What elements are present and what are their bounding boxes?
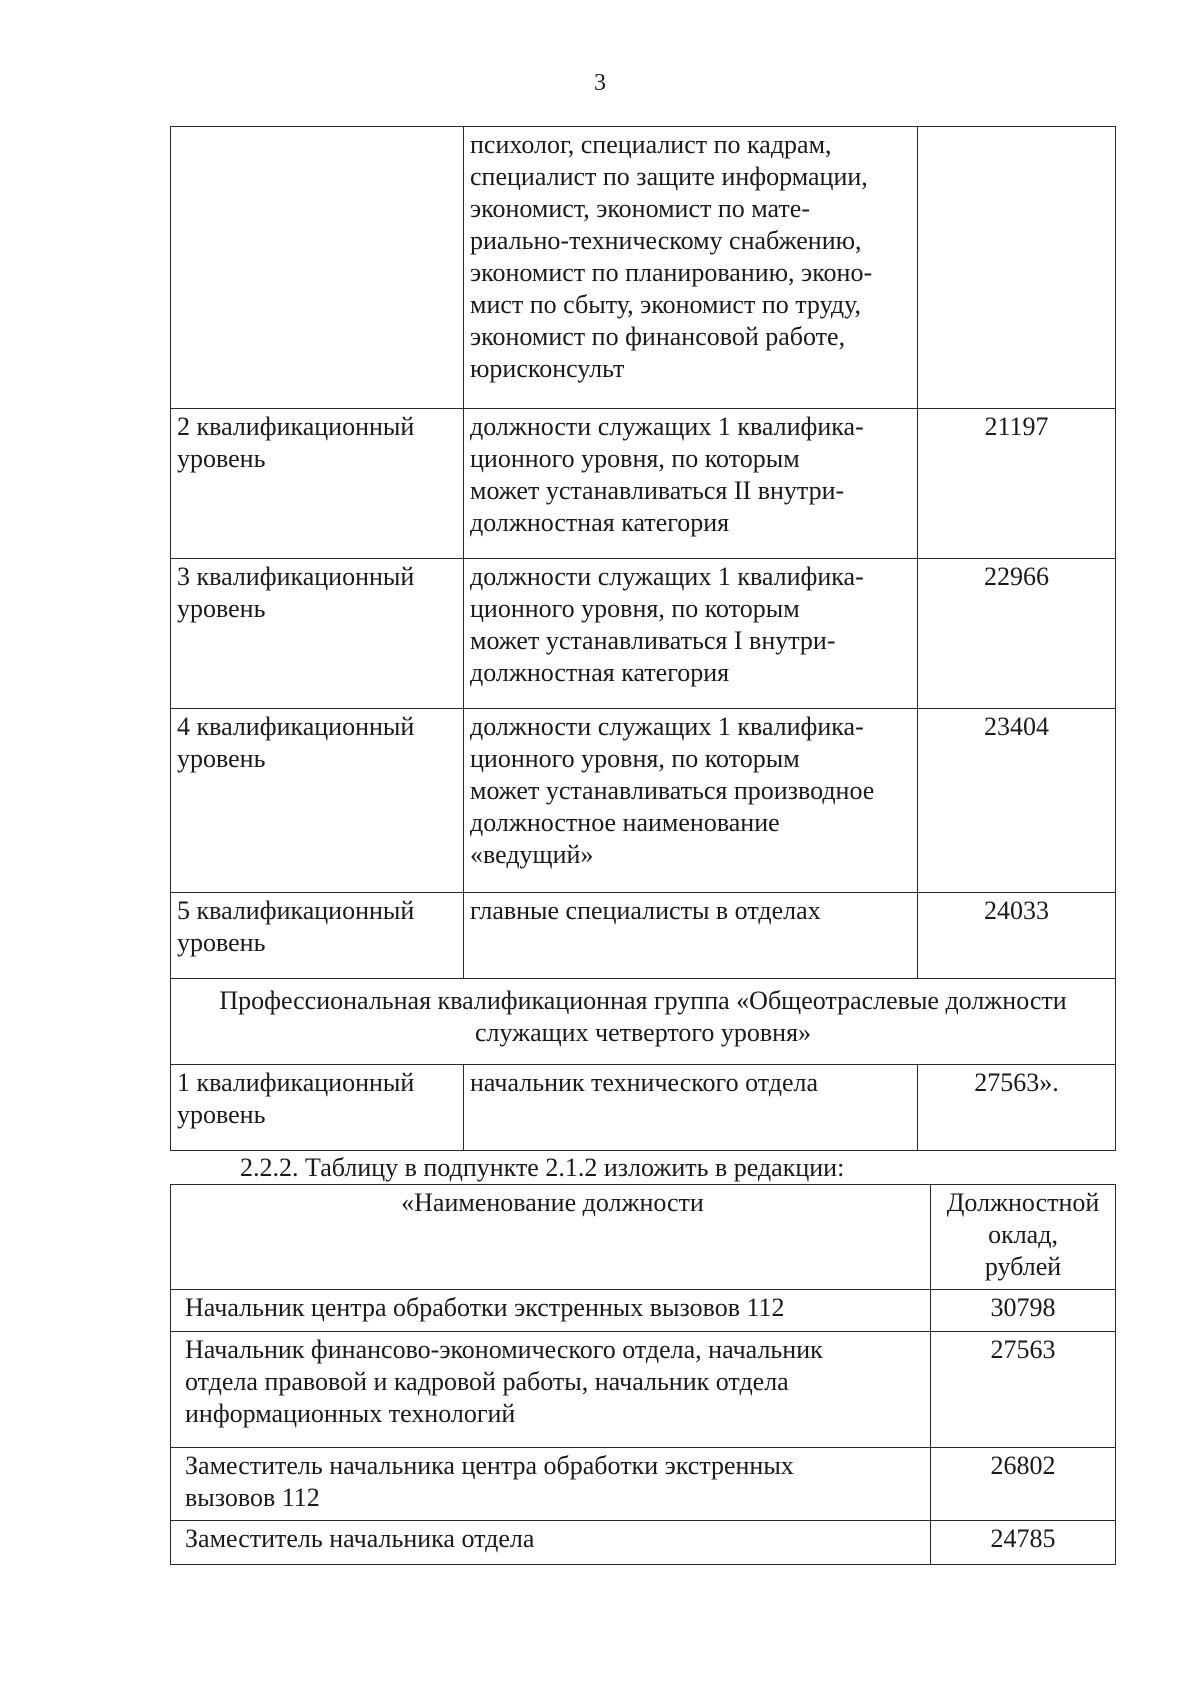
table-row	[171, 1521, 1116, 1565]
group-header-line: служащих четвертого уровня»	[474, 1018, 812, 1047]
positions-line: «ведущий»	[470, 840, 594, 869]
group-header-cell	[171, 979, 1116, 1065]
positions-line: начальник технического отдела	[470, 1068, 819, 1097]
table-row	[171, 893, 1116, 979]
table-row	[171, 127, 1116, 409]
positions-line: может устанавливаться I внутри-	[470, 626, 836, 655]
position-name-cell	[171, 1332, 931, 1448]
positions-line: ционного уровня, по которым	[470, 444, 800, 473]
position-name-line: Заместитель начальника центра обработки экстренных	[185, 1451, 794, 1480]
position-name-line: информационных технологий	[185, 1399, 516, 1428]
positions-cell	[464, 559, 918, 709]
position-name-line: Заместитель начальника отдела	[185, 1524, 535, 1553]
positions-line: главные специалисты в отделах	[470, 896, 821, 925]
position-name-line: Начальник центра обработки экстренных вызовов 112	[185, 1293, 785, 1322]
positions-line: ционного уровня, по которым	[470, 744, 800, 773]
level-cell: 1 квалификационный уровень	[171, 1065, 464, 1151]
table-row	[171, 1448, 1116, 1521]
salary-cell: 26802	[931, 1448, 1116, 1521]
positions-line: экономист, экономист по мате-	[470, 194, 810, 223]
level-cell: 3 квалификационный уровень	[171, 559, 464, 709]
position-name-line: Начальник финансово-экономического отдела, начальник	[185, 1335, 823, 1364]
positions-line: мист по сбыту, экономист по труду,	[470, 290, 862, 319]
level-cell: 4 квалификационный уровень	[171, 709, 464, 893]
positions-salary-table	[170, 1184, 1116, 1565]
table-header-row	[171, 1185, 1116, 1290]
salary-cell: 24033	[918, 893, 1116, 979]
salary-cell: 22966	[918, 559, 1116, 709]
positions-line: должностная категория	[470, 508, 730, 537]
positions-cell	[464, 893, 918, 979]
page-number: 3	[594, 70, 606, 96]
paragraph-text: 2.2.2. Таблицу в подпункте 2.1.2 изложить в редакции:	[240, 1153, 845, 1182]
positions-cell	[464, 409, 918, 559]
positions-cell	[464, 127, 918, 409]
table-row	[171, 1065, 1116, 1151]
group-header-row	[171, 979, 1116, 1065]
positions-line: экономист по финансовой работе,	[470, 322, 846, 351]
salary-cell: 27563».	[918, 1065, 1116, 1151]
table-row	[171, 709, 1116, 893]
header-name-cell: «Наименование должности	[171, 1185, 931, 1290]
position-name-line: отдела правовой и кадровой работы, начальник отдела	[185, 1367, 789, 1396]
positions-line: должности служащих 1 квалифика-	[470, 562, 864, 591]
header-salary-line: рублей	[984, 1252, 1062, 1281]
positions-line: должности служащих 1 квалифика-	[470, 412, 864, 441]
salary-cell: 23404	[918, 709, 1116, 893]
positions-line: специалист по защите информации,	[470, 162, 868, 191]
positions-line: должностная категория	[470, 658, 730, 687]
positions-line: психолог, специалист по кадрам,	[470, 130, 832, 159]
salary-cell: 30798	[931, 1290, 1116, 1332]
salary-cell: 27563	[931, 1332, 1116, 1448]
header-salary-line: оклад,	[988, 1220, 1058, 1249]
table-row	[171, 409, 1116, 559]
positions-cell	[464, 709, 918, 893]
position-name-line: вызовов 112	[185, 1483, 320, 1512]
level-cell: 2 квалификационный уровень	[171, 409, 464, 559]
positions-line: риально-техническому снабжению,	[470, 226, 862, 255]
table-row	[171, 559, 1116, 709]
level-cell	[171, 127, 464, 409]
level-cell: 5 квалификационный уровень	[171, 893, 464, 979]
positions-line: может устанавливаться производное	[470, 776, 875, 805]
header-salary-cell	[931, 1185, 1116, 1290]
group-header-line: Профессиональная квалификационная группа «Общеотраслевые должности	[219, 986, 1067, 1015]
positions-line: экономист по планированию, эконо-	[470, 258, 873, 287]
positions-line: юрисконсульт	[470, 354, 625, 383]
positions-line: должностное наименование	[470, 808, 780, 837]
positions-line: может устанавливаться II внутри-	[470, 476, 845, 505]
positions-line: ционного уровня, по которым	[470, 594, 800, 623]
positions-line: должности служащих 1 квалифика-	[470, 712, 864, 741]
qualification-levels-table	[170, 126, 1116, 1151]
salary-cell: 21197	[918, 409, 1116, 559]
table-row	[171, 1290, 1116, 1332]
table-row	[171, 1332, 1116, 1448]
salary-cell	[918, 127, 1116, 409]
position-name-cell	[171, 1290, 931, 1332]
salary-cell: 24785	[931, 1521, 1116, 1565]
header-salary-line: Должностной	[946, 1188, 1100, 1217]
position-name-cell	[171, 1521, 931, 1565]
positions-cell	[464, 1065, 918, 1151]
position-name-cell	[171, 1448, 931, 1521]
